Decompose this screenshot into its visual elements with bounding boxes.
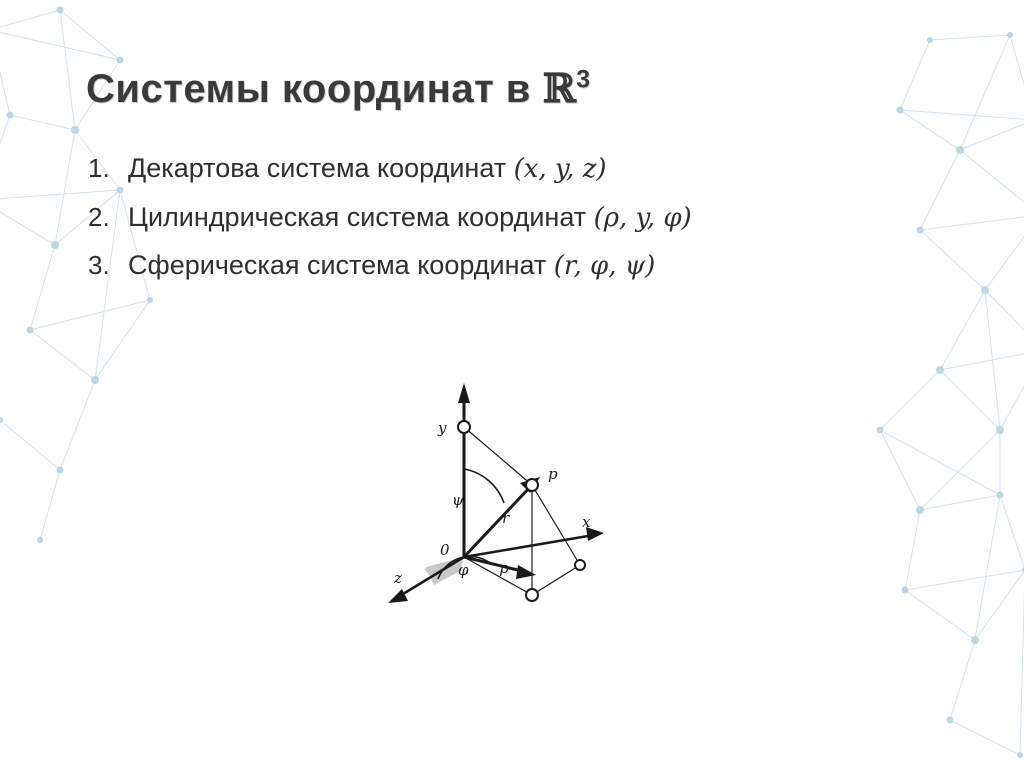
- list-item-text: Сферическая система координат: [128, 250, 554, 281]
- figure-label-z: z: [394, 569, 402, 587]
- figure-label-rho: ρ: [500, 559, 509, 577]
- figure-label-origin: 0: [440, 541, 450, 559]
- list-item-text: Цилиндрическая система координат: [128, 201, 594, 232]
- real-numbers-symbol: ℝ: [542, 64, 577, 112]
- list-item-label: [128, 152, 607, 186]
- list-item-number: 3.: [88, 250, 110, 281]
- page-title-prefix: Системы координат в: [86, 66, 543, 111]
- coordinate-systems-figure: [356, 357, 638, 639]
- list-item: [88, 201, 968, 235]
- list-item-math: (x, y, z): [513, 154, 607, 184]
- figure-label-r: r: [502, 509, 510, 527]
- list-item: [88, 152, 968, 186]
- list-item-label: [128, 201, 692, 235]
- page-title-exponent: 3: [576, 66, 591, 94]
- page-title: [86, 65, 946, 112]
- list-item-label: [128, 249, 655, 283]
- coordinate-systems-list: [88, 152, 968, 298]
- figure-label-y: y: [438, 419, 447, 437]
- list-item-text: Декартова система координат: [128, 153, 514, 183]
- list-item-math: (ρ, y, φ): [593, 202, 692, 233]
- list-item-math: (r, φ, ψ): [553, 251, 656, 282]
- figure-label-psi: ψ: [452, 491, 464, 509]
- list-item-number: 1.: [88, 153, 110, 183]
- list-item: [88, 249, 968, 283]
- figure-label-p: p: [548, 465, 558, 483]
- list-item-number: 2.: [88, 201, 110, 232]
- figure-label-x: x: [582, 513, 591, 531]
- figure-label-phi: φ: [458, 561, 469, 579]
